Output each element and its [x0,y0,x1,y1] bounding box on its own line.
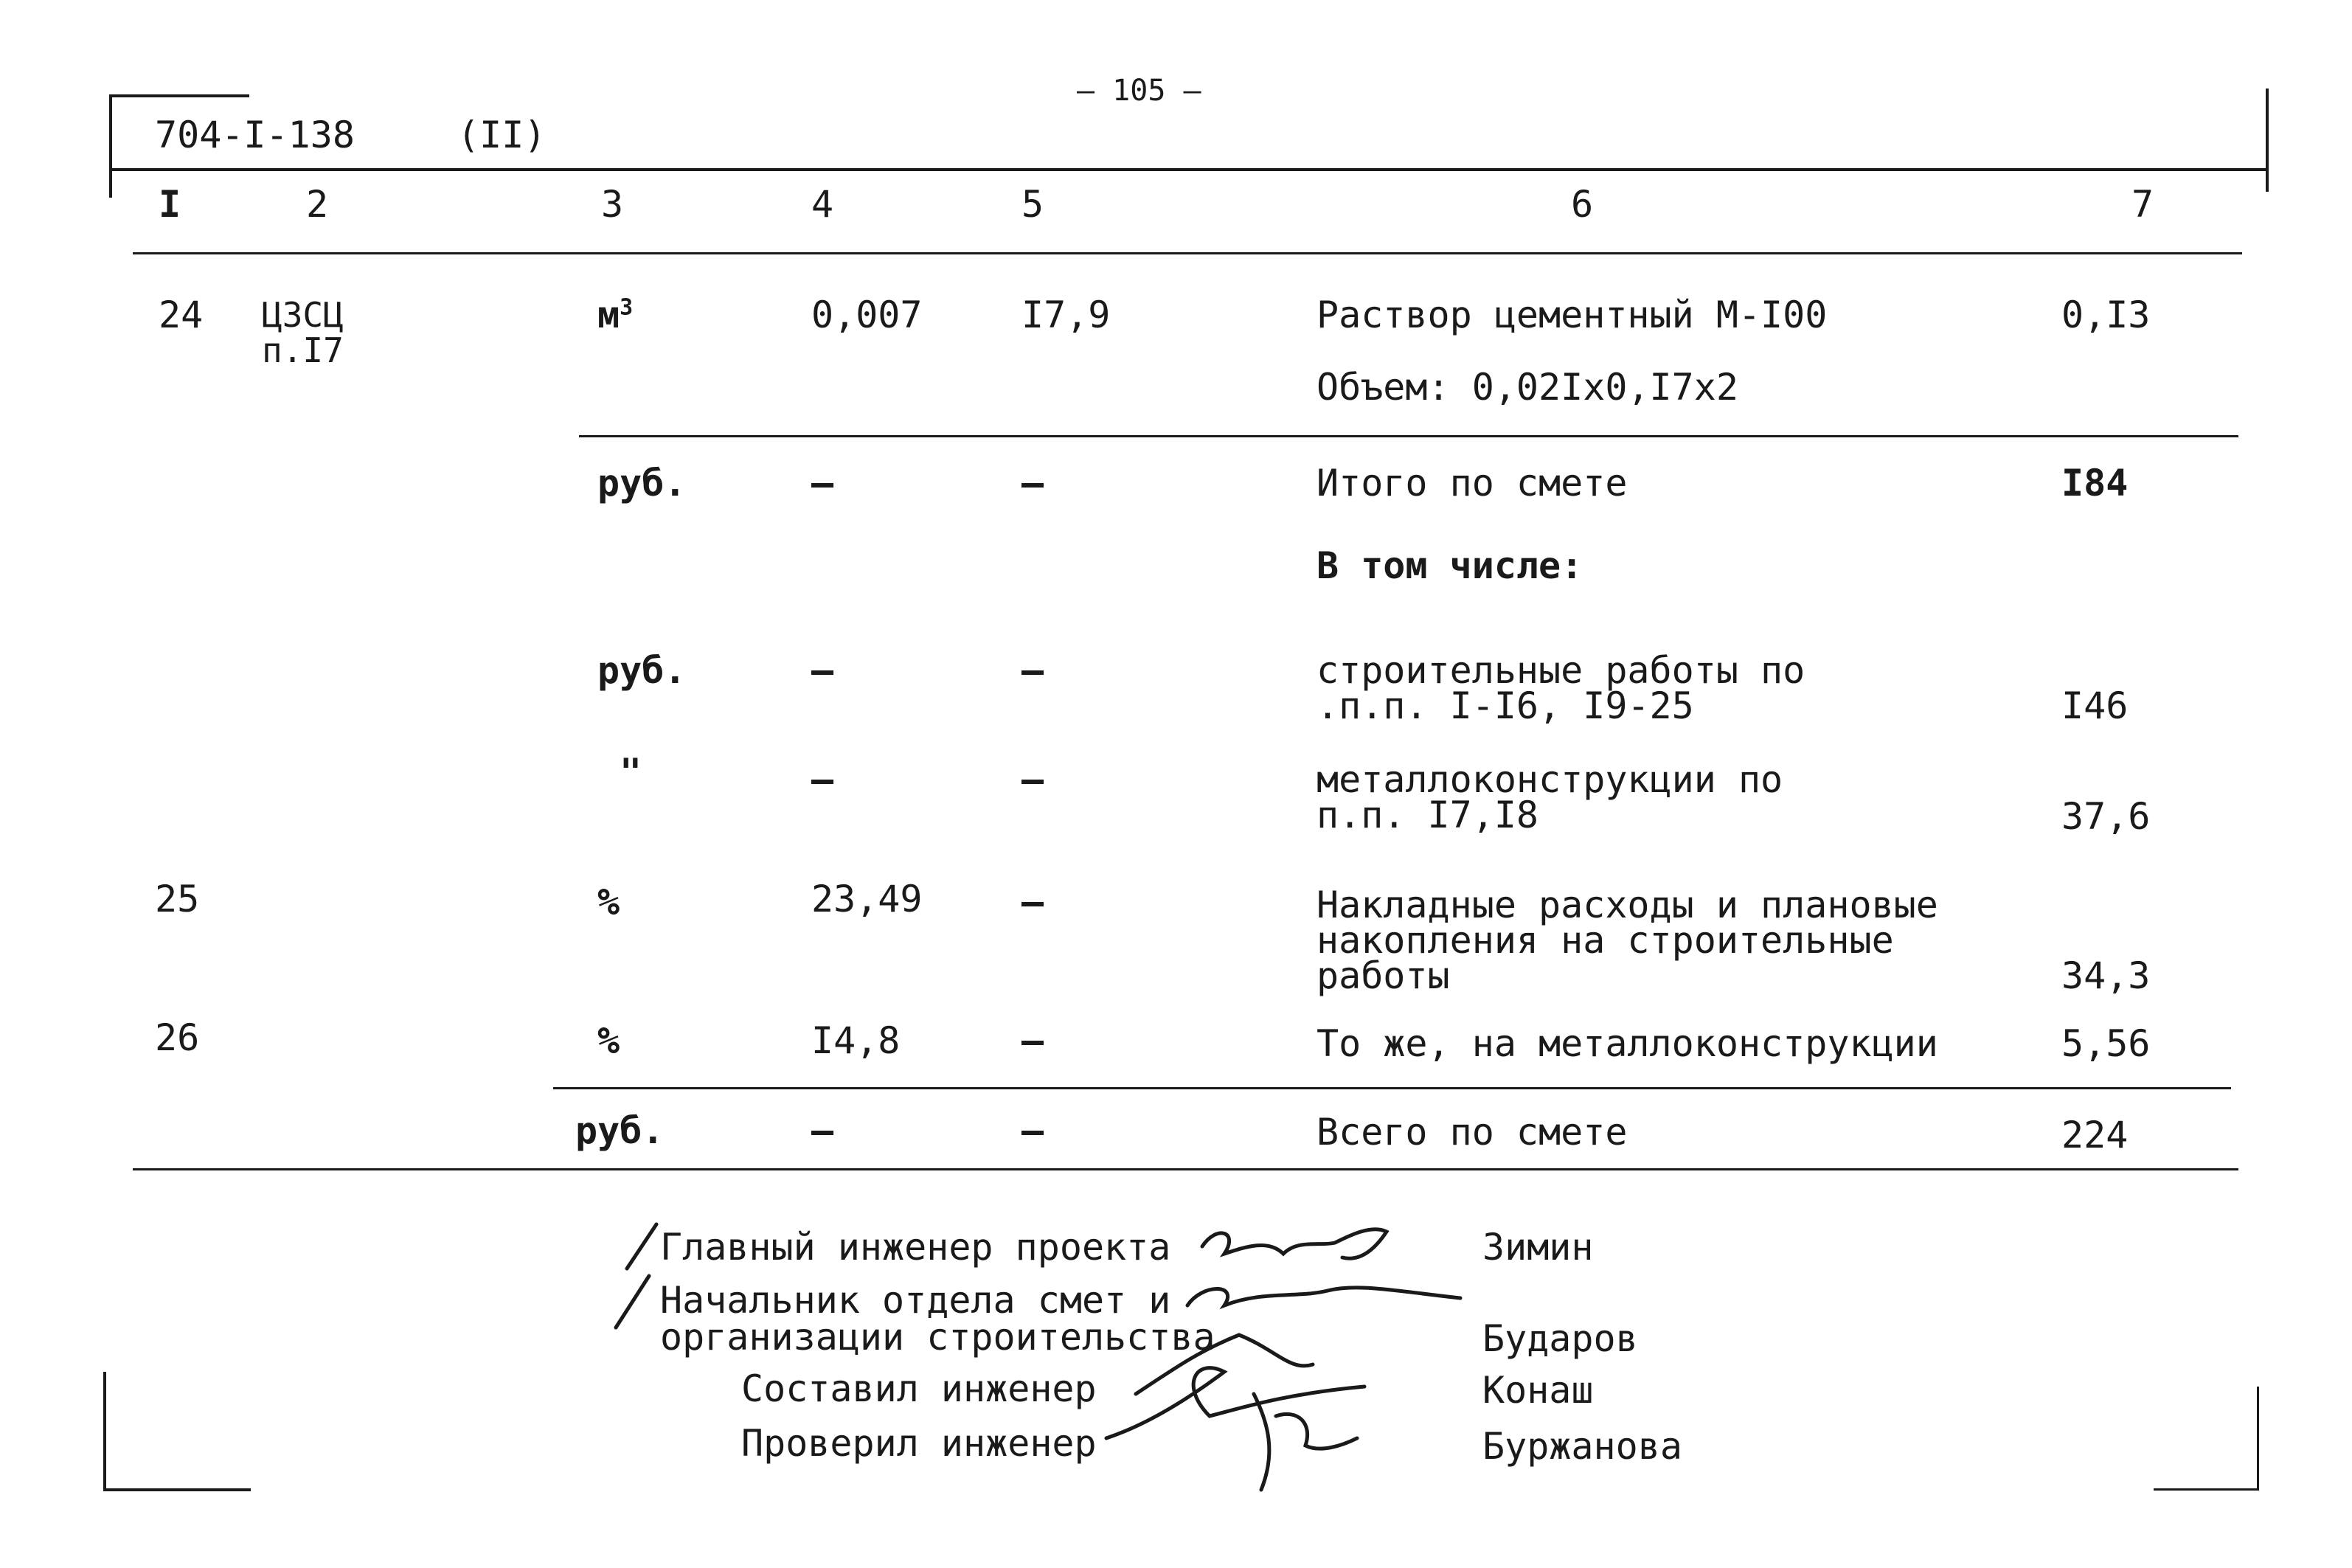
signature-3 [1106,1368,1364,1438]
header-bottom-line [133,252,2242,254]
row-26-price: – [1021,1019,1044,1062]
construction-price: – [1021,649,1044,692]
row-25-desc-3: работы [1317,954,1450,997]
including-label: В том числе: [1317,544,1583,587]
col-header-6: 6 [1571,183,1594,226]
row-24-no: 24 [159,294,204,336]
sig-compiled-title: Составил инженер [741,1367,1097,1410]
total-price: – [1021,462,1044,504]
col-header-7: 7 [2131,183,2154,226]
col-header-4: 4 [811,183,834,226]
signature-1 [1202,1229,1387,1259]
sig-chief-engineer-title: Главный инженер проекта [660,1226,1171,1269]
metal-desc-1: металлоконструкции по [1317,758,1783,801]
row-24-unit: $м^3$ [597,294,634,336]
metal-unit: " [620,751,642,794]
row-25-qty: 23,49 [811,878,923,920]
metal-qty: – [811,758,834,801]
row-24-desc-2: Объем: 0,02Iх0,I7х2 [1317,366,1738,409]
row-26-desc: То же, на металлоконструкции [1317,1022,1938,1065]
sig-department-head-title-1: Начальник отдела смет и [660,1279,1171,1322]
grand-total-price: – [1021,1109,1044,1152]
grand-total-value: 224 [2061,1114,2129,1156]
row-25-price: – [1021,881,1044,923]
row-24-value: 0,I3 [2061,294,2151,336]
frame-left-bottom [103,1372,106,1490]
grand-total-unit: руб. [575,1109,665,1152]
sig-chief-engineer-name: Зимин [1482,1226,1594,1269]
construction-value: I46 [2061,684,2129,727]
row-26-unit: % [597,1019,620,1062]
construction-desc-2: .п.п. I-I6, I9-25 [1317,684,1694,727]
page-number: — 105 — [1077,74,1201,108]
sig-department-head-title-2: организации строительства [660,1316,1215,1359]
row-24-line [579,435,2238,437]
col-header-2: 2 [306,183,329,226]
col-header-3: 3 [601,183,624,226]
col-header-1: I [159,183,181,226]
row-26-qty: I4,8 [811,1019,901,1062]
handwritten-signatures [575,1202,1497,1512]
grand-total-desc: Всего по смете [1317,1111,1628,1154]
row-25-value: 34,3 [2061,954,2151,997]
frame-right-bottom [2257,1387,2259,1490]
row-25-desc-1: Накладные расходы и плановые [1317,884,1938,926]
row-26-no: 26 [155,1016,200,1059]
row-26-line [553,1087,2231,1089]
frame-bottom-right [2154,1488,2259,1491]
construction-desc-1: строительные работы по [1317,649,1805,692]
col-header-5: 5 [1021,183,1044,226]
sig-checked-name: Буржанова [1482,1425,1682,1468]
total-qty: – [811,462,834,504]
signature-2 [1187,1288,1460,1305]
frame-left-top [109,94,112,198]
row-24-code-2: п.I7 [262,330,344,370]
signature-4 [1136,1335,1313,1394]
row-25-unit: % [597,881,620,923]
frame-right-top [2266,89,2269,192]
frame-top-left [109,94,249,97]
doc-part: (II) [457,114,547,156]
doc-code: 704-I-138 [155,114,355,156]
construction-unit: руб. [597,649,687,692]
row-24-desc: Раствор цементный М-I00 [1317,294,1828,336]
check-mark-2 [616,1276,649,1328]
row-26-value: 5,56 [2061,1022,2151,1065]
header-line [109,168,2269,171]
row-24-code-1: ЦЗСЦ [262,295,344,335]
sig-checked-title: Проверил инженер [741,1422,1097,1465]
row-24-price: I7,9 [1021,294,1111,336]
table-bottom-line [133,1168,2238,1170]
sig-department-head-name: Бударов [1482,1317,1638,1360]
total-unit: руб. [597,462,687,504]
row-25-no: 25 [155,878,200,920]
row-25-desc-2: накопления на строительные [1317,919,1894,962]
check-mark-1 [627,1224,656,1269]
metal-desc-2: п.п. I7,I8 [1317,794,1539,836]
sig-compiled-name: Конаш [1482,1369,1594,1412]
metal-value: 37,6 [2061,795,2151,838]
grand-total-qty: – [811,1109,834,1152]
total-desc: Итого по смете [1317,462,1628,504]
frame-bottom-left [103,1488,251,1491]
metal-price: – [1021,758,1044,801]
total-value: I84 [2061,462,2129,504]
construction-qty: – [811,649,834,692]
signature-5 [1254,1394,1357,1490]
row-24-qty: 0,007 [811,294,923,336]
